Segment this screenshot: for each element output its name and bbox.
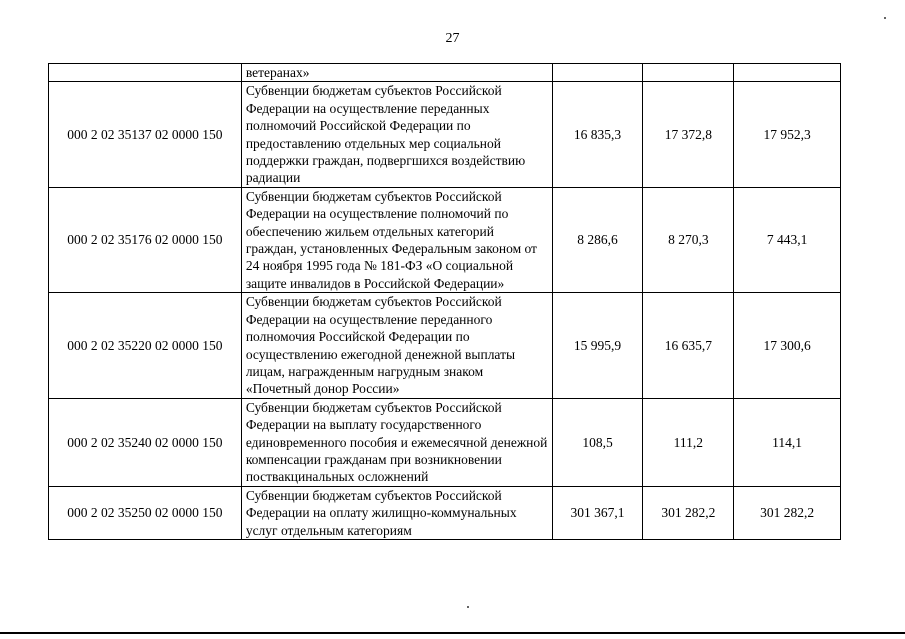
table-row — [49, 82, 841, 187]
code-cell: 000 2 02 35250 02 0000 150 — [49, 486, 242, 539]
name-cell: Субвенции бюджетам субъектов Российской Федерации на осуществление полномочий по обеспечению жильем отдельных категорий граждан, установленных Федеральным законом от 24 ноября 1995 года № 181-ФЗ «О социальной защите инвалидов в Российской Федерации» — [241, 187, 552, 292]
table-row — [49, 187, 841, 292]
value-cell: 16 835,3 — [552, 82, 643, 187]
table-row — [49, 293, 841, 398]
table-row — [49, 398, 841, 486]
name-cell: Субвенции бюджетам субъектов Российской Федерации на осуществление переданного полномочия Российской Федерации по осуществлению ежегодной денежной выплаты лицам, награжденным нагрудным знаком «Почетный донор России» — [241, 293, 552, 398]
page-number: 27 — [445, 31, 460, 46]
name-cell: Субвенции бюджетам субъектов Российской Федерации на осуществление переданных полномочий Российской Федерации по предоставлению отдельных мер социальной поддержки граждан, подвергшихся воздействию радиации — [241, 82, 552, 187]
value-cell: 301 282,2 — [734, 486, 841, 539]
value-cell: 301 282,2 — [643, 486, 734, 539]
value-cell: 17 300,6 — [734, 293, 841, 398]
value-cell: 111,2 — [643, 398, 734, 486]
value-cell — [552, 64, 643, 82]
value-cell: 15 995,9 — [552, 293, 643, 398]
value-cell: 8 270,3 — [643, 187, 734, 292]
value-cell: 114,1 — [734, 398, 841, 486]
scan-edge-line — [0, 632, 905, 634]
value-cell: 108,5 — [552, 398, 643, 486]
code-cell: 000 2 02 35220 02 0000 150 — [49, 293, 242, 398]
value-cell — [643, 64, 734, 82]
scan-speck — [884, 17, 886, 19]
value-cell: 301 367,1 — [552, 486, 643, 539]
code-cell: 000 2 02 35240 02 0000 150 — [49, 398, 242, 486]
value-cell: 7 443,1 — [734, 187, 841, 292]
budget-table — [48, 63, 841, 540]
code-cell: 000 2 02 35176 02 0000 150 — [49, 187, 242, 292]
value-cell: 16 635,7 — [643, 293, 734, 398]
value-cell — [734, 64, 841, 82]
table-row — [49, 486, 841, 539]
value-cell: 8 286,6 — [552, 187, 643, 292]
table-row — [49, 64, 841, 82]
name-cell: Субвенции бюджетам субъектов Российской Федерации на оплату жилищно-коммунальных услуг отдельным категориям — [241, 486, 552, 539]
name-cell: ветеранах» — [241, 64, 552, 82]
name-cell: Субвенции бюджетам субъектов Российской Федерации на выплату государственного единовременного пособия и ежемесячной денежной компенсации гражданам при возникновении поствакцинальных осложнений — [241, 398, 552, 486]
value-cell: 17 372,8 — [643, 82, 734, 187]
code-cell — [49, 64, 242, 82]
scan-speck — [467, 606, 469, 608]
value-cell: 17 952,3 — [734, 82, 841, 187]
code-cell: 000 2 02 35137 02 0000 150 — [49, 82, 242, 187]
